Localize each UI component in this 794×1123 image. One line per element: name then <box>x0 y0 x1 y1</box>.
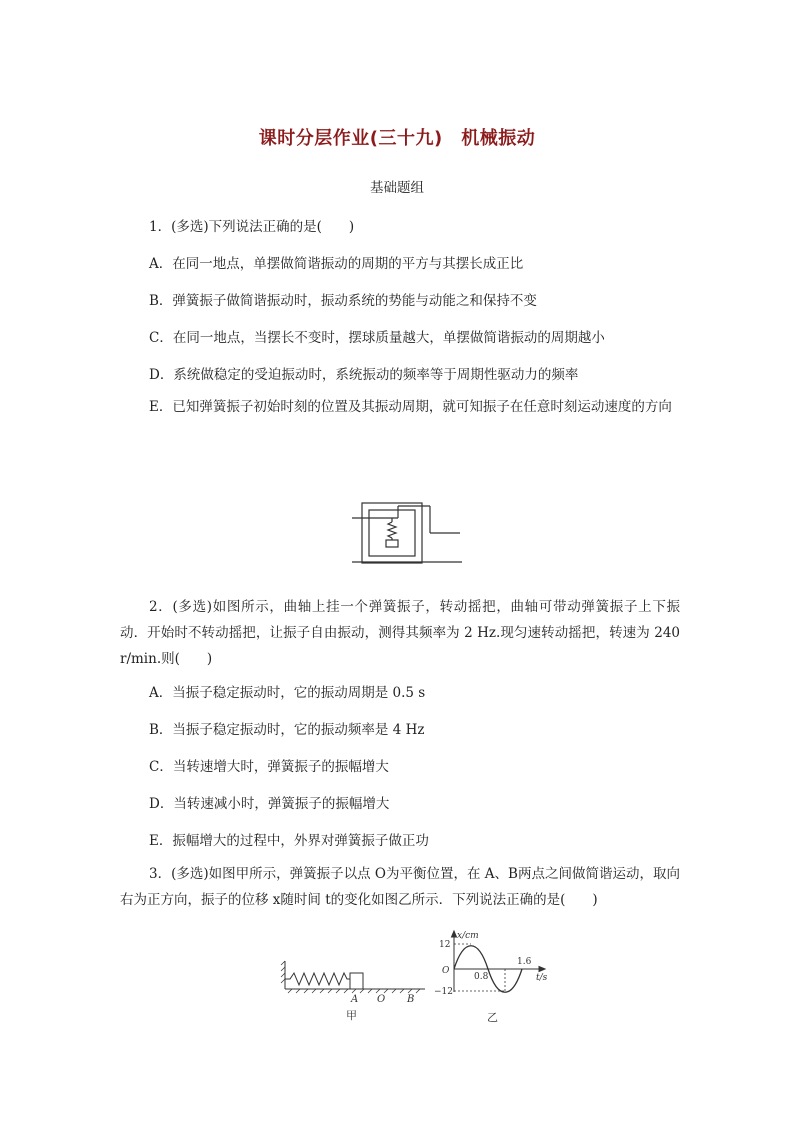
q2-option-d: D．当转速减小时，弹簧振子的振幅增大 <box>149 796 390 812</box>
origin-label: O <box>442 966 450 976</box>
caption-yi: 乙 <box>487 1011 498 1024</box>
crank-spring-figure <box>352 500 464 566</box>
label-a: A <box>351 994 359 1005</box>
q1-option-b: B．弹簧振子做简谐振动时，振动系统的势能与动能之和保持不变 <box>149 293 537 309</box>
figure-jia-spring-oscillator <box>280 955 430 1027</box>
q1-option-a: A．在同一地点，单摆做简谐振动的周期的平方与其摆长成正比 <box>149 256 524 272</box>
y-max-label: 12 <box>439 940 451 950</box>
x-axis-label: t/s <box>536 973 548 983</box>
q1-option-c: C．在同一地点，当摆长不变时，摆球质量越大，单摆做简谐振动的周期越小 <box>149 330 605 346</box>
q2-option-c: C．当转速增大时，弹簧振子的振幅增大 <box>149 759 389 775</box>
t-mid-label: 0.8 <box>474 972 489 982</box>
q1-option-e: E．已知弹簧振子初始时刻的位置及其振动周期，就可知振子在任意时刻运动速度的方向 <box>149 399 672 415</box>
label-b: B <box>407 994 415 1005</box>
label-o: O <box>377 994 386 1005</box>
q2-stem: 2．(多选)如图所示，曲轴上挂一个弹簧振子，转动摇把，曲轴可带动弹簧振子上下振动．开始时不转动摇把，让振子自由振动，测得其频率为 2 Hz.现匀速转动摇把，转速为 240 r/min.则( ) <box>120 599 680 667</box>
section-heading: 基础题组 <box>370 180 424 196</box>
y-axis-label: x/cm <box>457 931 479 941</box>
q2-option-a: A．当振子稳定振动时，它的振动周期是 0.5 s <box>149 685 426 701</box>
y-min-label: −12 <box>434 987 453 997</box>
caption-jia: 甲 <box>346 1009 357 1022</box>
t-end-label: 1.6 <box>517 957 532 967</box>
page-title: 课时分层作业(三十九) 机械振动 <box>258 128 536 149</box>
figure-yi-displacement-graph <box>432 928 554 1026</box>
q1-stem: 1．(多选)下列说法正确的是( ) <box>149 219 355 235</box>
q3-stem: 3．(多选)如图甲所示，弹簧振子以点 O为平衡位置，在 A、B两点之间做简谐运动，取向右为正方向，振子的位移 x随时间 t的变化如图乙所示．下列说法正确的是( ) <box>120 866 680 908</box>
q2-option-e: E．振幅增大的过程中，外界对弹簧振子做正功 <box>149 833 429 849</box>
q1-option-d: D．系统做稳定的受迫振动时，系统振动的频率等于周期性驱动力的频率 <box>149 367 579 383</box>
y-axis-arrow <box>452 931 457 937</box>
x-axis-arrow <box>539 967 545 972</box>
q2-option-b: B．当振子稳定振动时，它的振动频率是 4 Hz <box>149 722 425 738</box>
